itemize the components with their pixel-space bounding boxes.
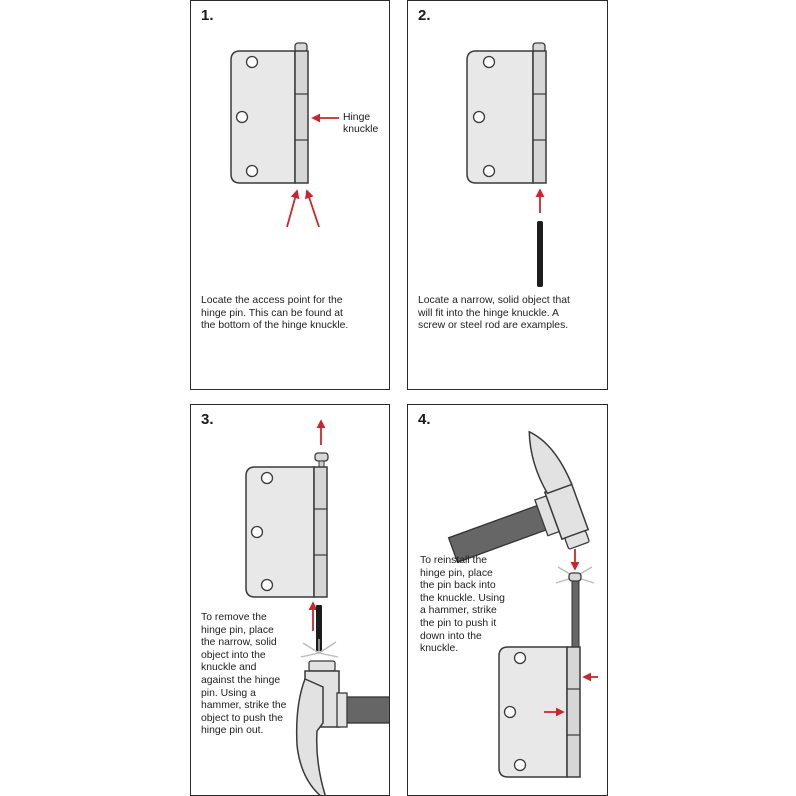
impact-burst bbox=[301, 639, 338, 657]
screw-hole bbox=[505, 707, 516, 718]
screw-hole bbox=[247, 57, 258, 68]
hinge-pin bbox=[572, 581, 579, 647]
screw-hole bbox=[484, 166, 495, 177]
screw-hole bbox=[515, 760, 526, 771]
step-4-panel bbox=[407, 404, 608, 796]
hammer-handle bbox=[449, 504, 552, 563]
step-number: 1. bbox=[201, 7, 214, 24]
hinge-knuckle bbox=[567, 647, 580, 777]
screw-hole bbox=[484, 57, 495, 68]
screw-hole bbox=[247, 166, 258, 177]
arrow bbox=[287, 191, 297, 227]
step-number: 2. bbox=[418, 7, 431, 24]
hinge-knuckle bbox=[295, 51, 308, 183]
screw-hole bbox=[262, 580, 273, 591]
step-4-caption: To reinstall the hinge pin, place the pin back into the knuckle. Using a hammer, strike the pin to push it down into the knuckle. bbox=[420, 555, 505, 655]
step-number: 4. bbox=[418, 411, 431, 428]
step-3-panel bbox=[190, 404, 390, 796]
hinge-knuckle bbox=[533, 51, 546, 183]
screw-hole bbox=[237, 112, 248, 123]
hinge-knuckle bbox=[314, 467, 327, 597]
step-number: 3. bbox=[201, 411, 214, 428]
steel-rod bbox=[537, 221, 543, 287]
step-2-caption: Locate a narrow, solid object that will fit into the hinge knuckle. A screw or steel rod are examples. bbox=[418, 295, 570, 332]
step-2-panel bbox=[407, 0, 608, 390]
screw-hole bbox=[515, 653, 526, 664]
hinge-pin-cap bbox=[315, 453, 328, 461]
hammer-claw bbox=[523, 424, 571, 494]
hinge-knuckle-label: Hinge knuckle bbox=[343, 112, 379, 136]
screw-hole bbox=[252, 527, 263, 538]
step-1-caption: Locate the access point for the hinge pin. This can be found at the bottom of the hinge knuckle. bbox=[201, 295, 349, 332]
step-3-caption: To remove the hinge pin, place the narrow, solid object into the knuckle and against the hinge pin. Using a hammer, strike the object to push the hinge pin out. bbox=[201, 612, 287, 737]
hammer-claw bbox=[297, 679, 327, 796]
hinge-pin bbox=[319, 461, 324, 467]
hammer-face bbox=[309, 661, 335, 671]
arrow bbox=[307, 191, 319, 227]
step-1-panel bbox=[190, 0, 390, 390]
screw-hole bbox=[262, 473, 273, 484]
screw-hole bbox=[474, 112, 485, 123]
hinge-pin-cap bbox=[569, 573, 581, 581]
